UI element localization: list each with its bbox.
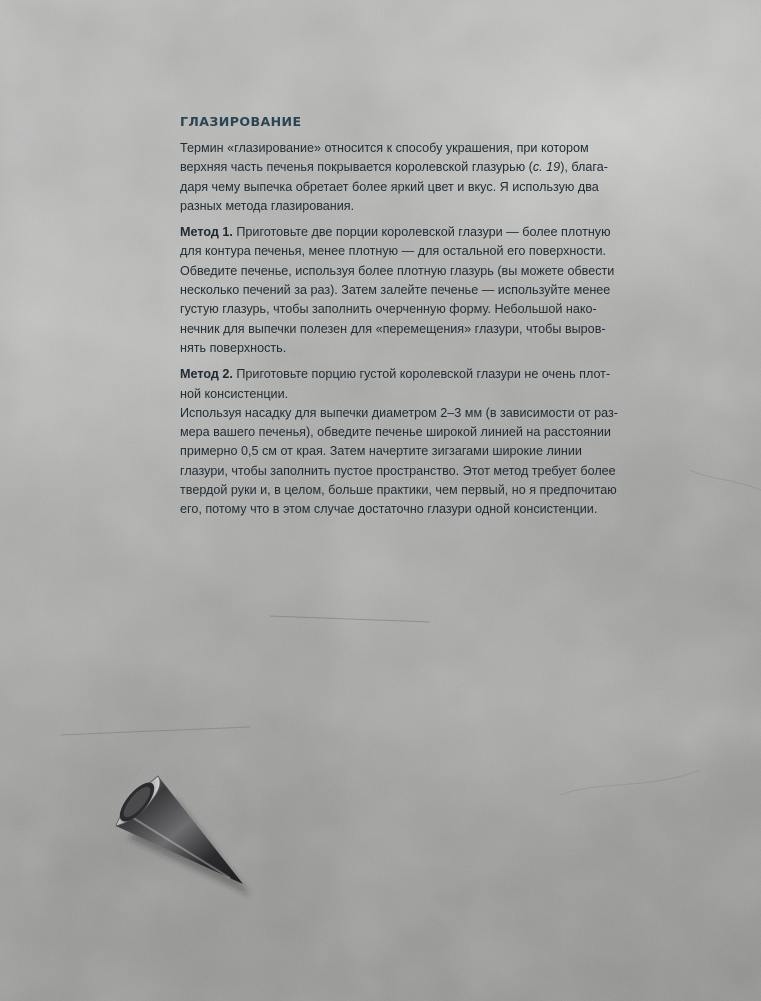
intro-paragraph — [180, 139, 610, 216]
page-reference: с. 19 — [532, 160, 561, 175]
text-line: примерно 0,5 см от края. Затем начертите зигзагами широкие линии — [180, 444, 582, 459]
text-line: даря чему выпечка обретает более яркий цвет и вкус. Я использую два — [180, 179, 599, 194]
text-line: мера вашего печенья), обведите печенье широкой линией на расстоянии — [180, 425, 611, 440]
text-line: густую глазурь, чтобы заполнить очерченную форму. Небольшой нако- — [180, 302, 597, 317]
method-2-paragraph — [180, 365, 618, 519]
text-line: Используя насадку для выпечки диаметром 2–3 мм (в зависимости от раз- — [180, 405, 618, 420]
text-line: несколько печений за раз). Затем залейте печенье — используйте менее — [180, 283, 611, 298]
method-1-paragraph — [180, 223, 615, 358]
text-line — [180, 365, 610, 384]
text-line: нечник для выпечки полезен для «перемещения» глазури, чтобы выров- — [180, 321, 606, 336]
text-line — [180, 223, 610, 242]
page-title: ГЛАЗИРОВАНИЕ — [180, 114, 302, 129]
text-line: твердой руки и, в целом, больше практики, чем первый, но я предпочитаю — [180, 483, 617, 498]
text-line: Обведите печенье, используя более плотную глазурь (вы можете обвести — [180, 263, 615, 278]
method-1-label: Метод 1. — [180, 225, 233, 240]
text-line: разных метода глазирования. — [180, 198, 355, 213]
text-fragment: Приготовьте две порции королевской глазури — более плотную — [232, 225, 611, 240]
text-fragment: Приготовьте порцию густой королевской глазури не очень плот- — [232, 367, 611, 382]
text-line: глазури, чтобы заполнить пустое пространство. Этот метод требует более — [180, 463, 616, 478]
text-line: нять поверхность. — [180, 340, 287, 355]
text-fragment: ), блага- — [560, 160, 608, 175]
text-line: Термин «глазирование» относится к способу украшения, при котором — [180, 141, 589, 155]
text-line: для контура печенья, менее плотную — для остальной его поверхности. — [180, 244, 606, 259]
method-2-label: Метод 2. — [180, 367, 233, 382]
article — [180, 112, 618, 527]
text-line — [180, 158, 610, 177]
piping-nozzle-icon — [100, 760, 260, 900]
text-line: ной консистенции. — [180, 386, 289, 401]
text-fragment: верхняя часть печенья покрывается королевской глазурью ( — [180, 160, 533, 175]
text-line: его, потому что в этом случае достаточно глазури одной консистенции. — [180, 502, 598, 517]
